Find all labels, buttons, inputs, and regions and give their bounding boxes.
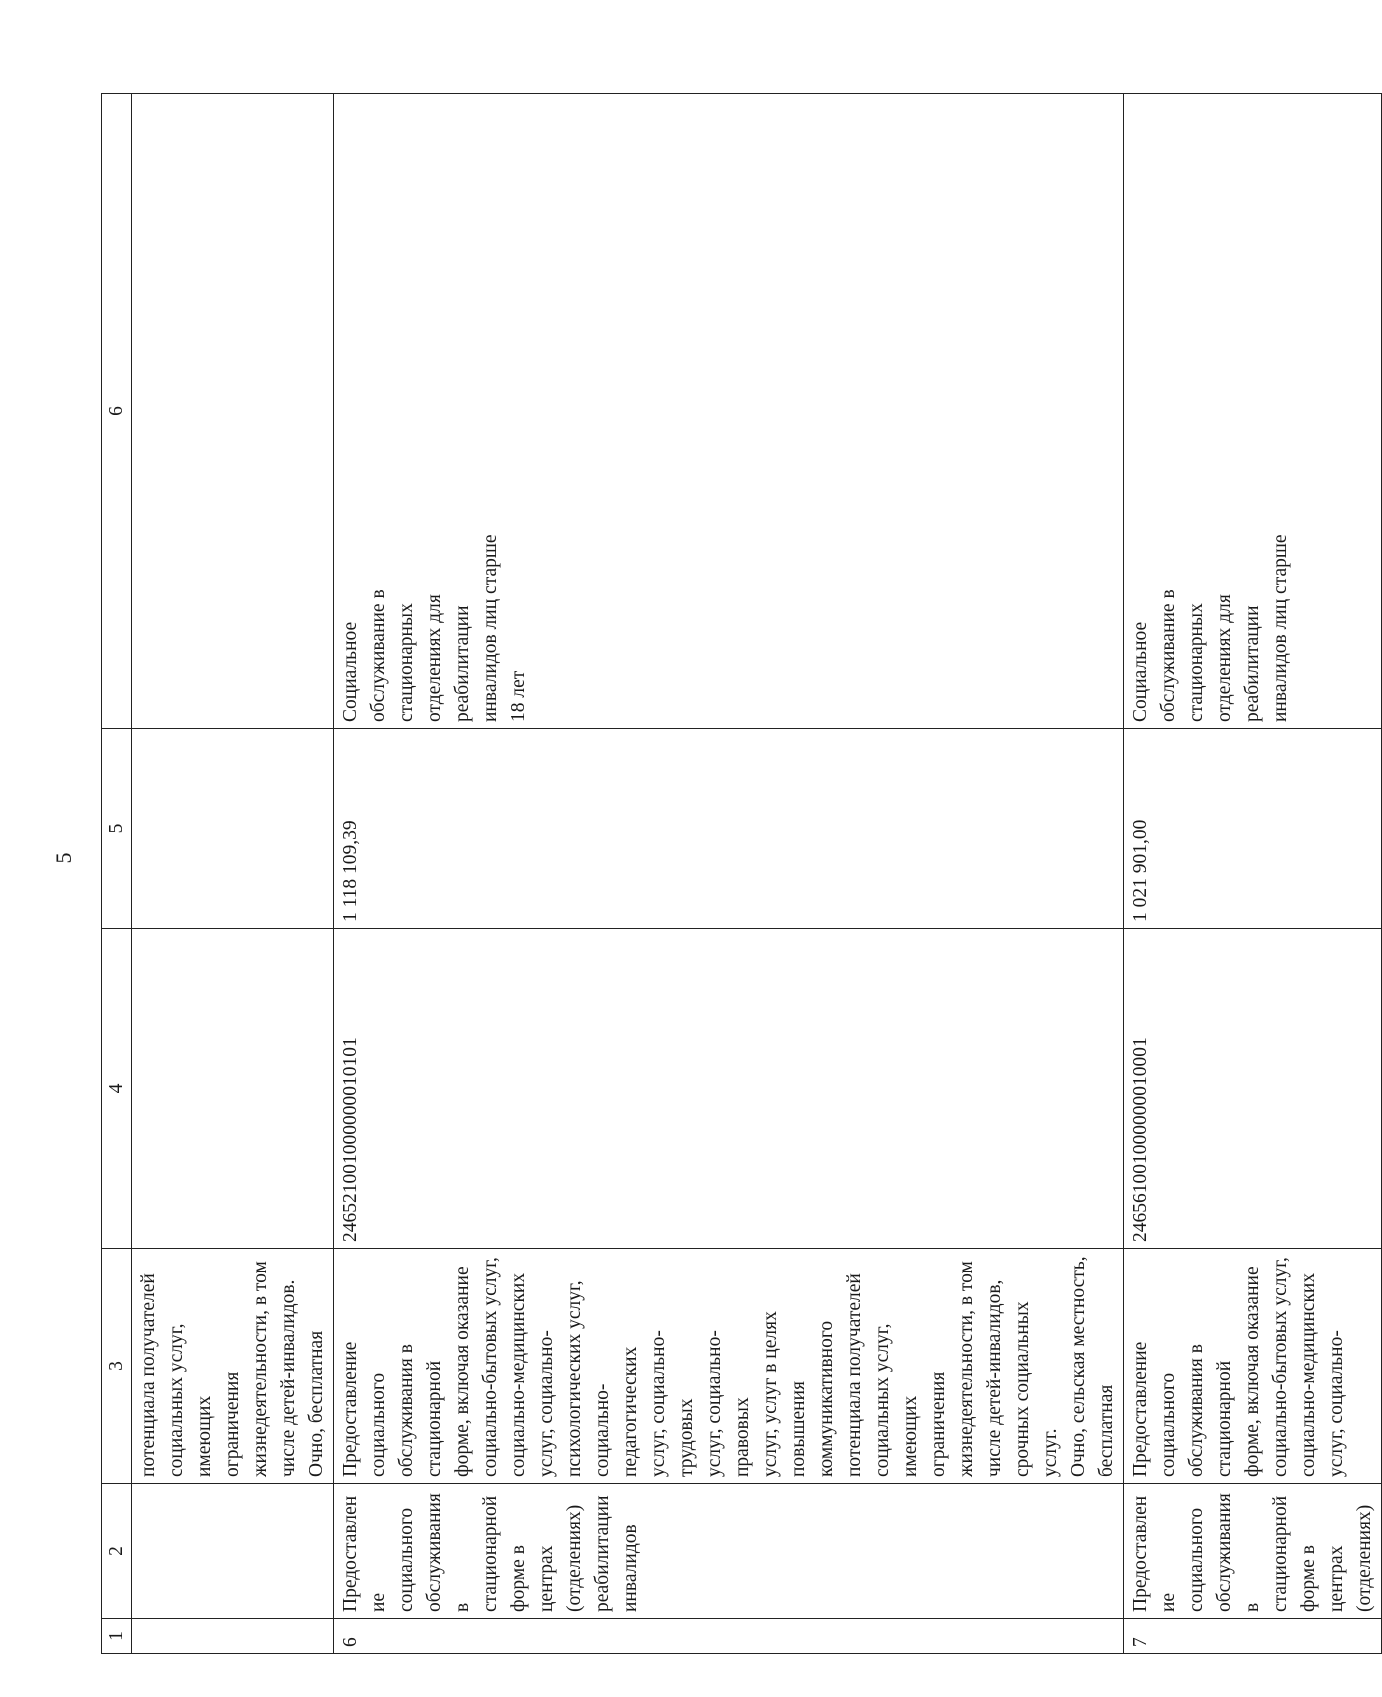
table-row [1124,94,1382,1654]
cell-note [132,94,334,729]
cell-service [132,1484,334,1619]
cell-number [132,1619,334,1654]
services-table [101,93,1382,1654]
column-header-2: 2 [102,1484,132,1619]
cell-code [132,929,334,1249]
cell-description: потенциала получателей социальных услуг, имеющих ограничения жизнедеятельности, в том числе детей-инвалидов. Очно, бесплатная [132,1249,334,1484]
column-header-6: 6 [102,94,132,729]
column-header-1: 1 [102,1619,132,1654]
cell-code: 246561001000000010001 [1124,929,1382,1249]
cell-number: 6 [334,1619,1124,1654]
cell-amount: 1 021 901,00 [1124,729,1382,929]
table-row [334,94,1124,1654]
cell-number: 7 [1124,1619,1382,1654]
cell-note: Социальное обслуживание в стационарных отделениях для реабилитации инвалидов лиц старше [1124,94,1382,729]
column-header-3: 3 [102,1249,132,1484]
cell-description: Предоставление социального обслуживания в стационарной форме, включая оказание социально-бытовых услуг, социально-медицинских услуг, социально- [1124,1249,1382,1484]
cell-code: 246521001000000010101 [334,929,1124,1249]
page-number: 5 [51,852,76,864]
table-row-continuation [132,94,334,1654]
cell-note: Социальное обслуживание в стационарных отделениях для реабилитации инвалидов лиц старше 18 лет [334,94,1124,729]
cell-service: Предоставление социального обслуживания в стационарной форме в центрах (отделениях) реабилитации инвалидов [334,1484,1124,1619]
rotated-table-wrapper [101,94,1375,1654]
column-header-5: 5 [102,729,132,929]
cell-description: Предоставление социального обслуживания в стационарной форме, включая оказание социально-бытовых услуг, социально-медицинских услуг, социально- психологических услуг, социально-педагогических услуг, социально-трудовых услуг, социально-правовых услуг, услуг в целях повышения коммуникативного потенциала получателей социальных услуг, имеющих ограничения жизнедеятельности, в том числе детей-инвалидов, срочных социальных услуг. Очно, сельская местность, бесплатная [334,1249,1124,1484]
column-header-4: 4 [102,929,132,1249]
landscape-container [101,94,1375,1654]
cell-service: Предоставление социального обслуживания в стационарной форме в центрах (отделениях) [1124,1484,1382,1619]
table-header-row [102,94,132,1654]
cell-amount [132,729,334,929]
cell-amount: 1 118 109,39 [334,729,1124,929]
